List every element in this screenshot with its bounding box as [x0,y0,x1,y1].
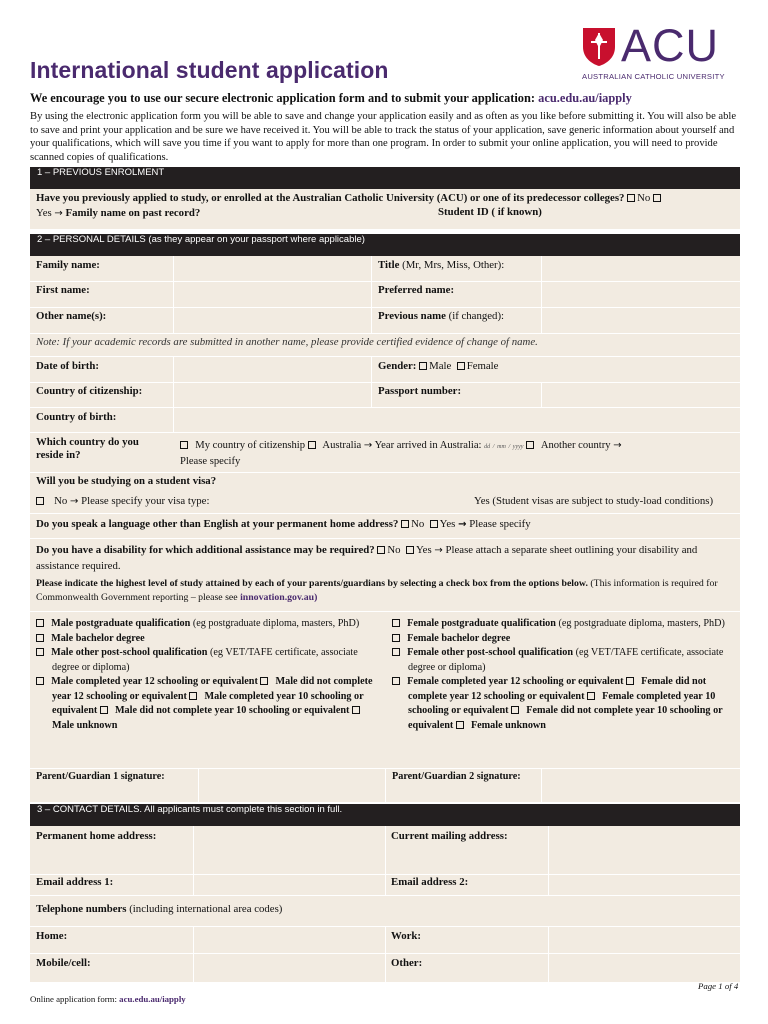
male-y12-label: Male completed year 12 schooling or equivalent [51,676,258,687]
family-name-past-label: Family name on past record? [65,206,201,219]
female-unknown-checkbox[interactable] [456,721,464,729]
female-y12-label: Female completed year 12 schooling or equivalent [407,676,624,687]
female-pg-checkbox[interactable] [392,619,400,627]
lang-yes-label: Yes [439,518,456,530]
female-other-label: Female other post-school qualification [407,647,574,658]
female-not12-label: Female did not complete year 12 schooling or equivalent [408,676,707,702]
section-2-heading: 2 – PERSONAL DETAILS (as they appear on your passport where applicable) [30,234,740,256]
prev-yes-label: Yes [36,206,52,219]
female-school-options [392,675,736,733]
visa-no-checkbox[interactable] [36,497,44,505]
divider [385,768,386,802]
email2-input[interactable] [548,875,740,895]
other-names-label: Other name(s): [36,310,107,322]
phone-label [36,903,282,915]
passport-label: Passport number: [378,385,462,397]
female-other-option [392,646,736,675]
section-1-body [30,189,740,229]
female-y10-label: Female completed year 10 schooling or equivalent [408,690,716,716]
male-pg-checkbox[interactable] [36,619,44,627]
dob-input[interactable] [173,357,371,382]
gender-label: Gender: [378,360,417,372]
reside-australia-checkbox[interactable] [308,441,316,449]
footer [30,994,186,1004]
female-pg-option [392,617,736,632]
gender-field [378,360,498,372]
perm-address-label: Permanent home address: [36,830,157,842]
guardian1-label: Parent/Guardian 1 signature: [36,771,165,782]
arrow-icon: → [458,519,467,530]
logo-subtext: AUSTRALIAN CATHOLIC UNIVERSITY [582,72,725,81]
other-phone-input[interactable] [548,954,740,982]
mobile-phone-label: Mobile/cell: [36,957,91,969]
email2-label: Email address 2: [391,876,469,888]
citizenship-input[interactable] [173,383,371,407]
perm-address-input[interactable] [193,826,385,874]
female-not12-checkbox[interactable] [626,677,634,685]
previous-enrolment-question [36,191,736,221]
male-not12-label: Male did not complete year 12 schooling or equivalent [52,676,373,702]
section-1-heading: 1 – PREVIOUS ENROLMENT [30,167,740,189]
lang-yes-checkbox[interactable] [430,520,438,528]
male-other-label: Male other post-school qualification [51,647,208,658]
male-pg-label: Male postgraduate qualification [51,618,191,629]
lead-text [30,91,632,106]
divider [30,432,740,433]
male-pg-hint: (eg postgraduate diploma, masters, PhD) [192,618,360,629]
divider [30,611,740,612]
year-arrived-label: Year arrived in Australia: [374,440,482,451]
disab-yes-label: Yes [415,544,432,556]
acu-logo [580,20,742,83]
work-phone-label: Work: [391,930,421,942]
reside-another-checkbox[interactable] [526,441,534,449]
female-bach-label: Female bachelor degree [407,632,511,644]
female-bach-option [392,632,736,647]
divider [30,333,740,334]
parents-instruction-bold: Please indicate the highest level of study attained by each of your parents/guardians by selecting a check box from the options below. [36,578,588,589]
reside-specify-label: Please specify [180,455,241,467]
male-y10-checkbox[interactable] [189,692,197,700]
female-options [392,617,736,733]
prev-yes-checkbox[interactable] [653,194,661,202]
phone-hint: (including international area codes) [129,903,283,915]
disab-no-checkbox[interactable] [377,546,385,554]
male-not12-checkbox[interactable] [260,677,268,685]
guardian2-signature-field[interactable] [541,769,740,802]
previous-enrolment-text: Have you previously applied to study, or enrolled at the Australian Catholic University (ACU) or one of its predecessor colleges? [36,192,625,204]
language-question-text: Do you speak a language other than English at your permanent home address? [36,518,399,530]
other-names-input[interactable] [173,308,371,333]
lang-no-checkbox[interactable] [401,520,409,528]
gender-female-label: Female [466,360,499,372]
home-phone-input[interactable] [193,927,385,953]
arrow-icon: → [613,440,622,451]
guardian2-label: Parent/Guardian 2 signature: [392,771,521,782]
divider [30,538,740,539]
divider [30,356,740,357]
prev-no-label: No [637,192,651,204]
date-separator: / [492,444,495,450]
female-other-hint: (eg VET/TAFE certificate, associate degree or diploma) [408,647,724,673]
divider [30,513,740,514]
innovation-link[interactable]: innovation.gov.au) [240,592,318,603]
prev-no-checkbox[interactable] [627,194,635,202]
disability-question-text: Do you have a disability for which additional assistance may be required? [36,544,375,556]
first-name-label: First name: [36,284,90,296]
divider [385,926,386,982]
date-separator: / [508,444,511,450]
male-y10-label: Male completed year 10 schooling or equivalent [52,690,364,716]
male-other-hint: (eg VET/TAFE certificate, associate degree or diploma) [52,647,358,673]
female-y10-checkbox[interactable] [587,692,595,700]
footer-link[interactable]: acu.edu.au/iapply [119,994,186,1004]
language-question [36,518,531,530]
dob-label: Date of birth: [36,360,99,372]
dd-hint: dd [484,444,491,450]
male-bach-label: Male bachelor degree [51,632,145,644]
male-y12-checkbox[interactable] [36,677,44,685]
previous-name-hint: (if changed): [448,310,505,322]
preferred-name-input[interactable] [541,282,740,307]
male-bach-option [36,632,376,647]
preferred-name-label: Preferred name: [378,284,455,296]
title-input[interactable] [541,256,740,281]
visa-no-label: No [54,495,68,507]
female-not10-label: Female did not complete year 10 schooling or equivalent [408,705,723,731]
guardian1-signature-field[interactable] [198,769,385,802]
email1-label: Email address 1: [36,876,114,888]
phone-label-text: Telephone numbers [36,903,127,915]
divider [30,895,740,896]
home-phone-label: Home: [36,930,68,942]
lang-no-label: No [411,518,425,530]
divider [385,826,386,895]
reside-australia-label: Australia [322,440,362,451]
passport-input[interactable] [541,383,740,407]
male-options [36,617,376,733]
previous-name-input[interactable] [541,308,740,333]
male-unknown-checkbox[interactable] [352,706,360,714]
shield-icon [582,27,616,67]
reside-citizenship-label: My country of citizenship [195,440,306,451]
female-y12-checkbox[interactable] [392,677,400,685]
male-bach-checkbox[interactable] [36,634,44,642]
divider [371,256,372,333]
male-school-options [36,675,376,733]
male-other-option [36,646,376,675]
iapply-link[interactable]: acu.edu.au/iapply [538,91,632,105]
email1-input[interactable] [193,875,385,895]
reside-another-label: Another country [540,440,611,451]
mm-hint: mm [497,444,506,450]
female-unknown-label: Female unknown [470,719,546,731]
family-name-input[interactable] [173,256,371,281]
disab-yes-checkbox[interactable] [406,546,414,554]
page-number: Page 1 of 4 [698,981,739,991]
first-name-input[interactable] [173,282,371,307]
male-not10-checkbox[interactable] [100,706,108,714]
arrow-icon: → [54,207,63,219]
female-pg-hint: (eg postgraduate diploma, masters, PhD) [558,618,725,629]
section-3-body [30,826,740,982]
section-3-heading: 3 – CONTACT DETAILS. All applicants must complete this section in full. [30,804,740,826]
parents-instruction-normal: (This information is required for Commonwealth Government reporting – please see [36,578,718,603]
disability-question [36,543,736,573]
previous-name-text: Previous name [378,310,446,322]
footer-label: Online application form: [30,994,117,1004]
parents-instruction [36,577,736,605]
male-not10-label: Male did not complete year 10 schooling or equivalent [114,705,350,716]
section-2-body [30,256,740,802]
name-change-note: Note: If your academic records are submitted in another name, please provide certified evidence of change of name. [36,336,538,348]
title-label [378,259,504,271]
divider [30,472,740,473]
student-id-label: Student ID ( if known) [438,206,542,218]
female-bach-checkbox[interactable] [392,634,400,642]
female-not10-checkbox[interactable] [511,706,519,714]
disab-attach-text: Please attach a separate sheet outlining your disability and assistance required. [36,544,698,572]
birth-country-input[interactable] [173,408,740,432]
reside-question: Which country do you reside in? [36,436,139,461]
intro-paragraph: By using the electronic application form you will be able to save and change your application easily and as often as you like before submitting it. You will also be able to save and print your application and be sure we have received it. You will be able to track the status of your application, save generic information about yourself and your qualifications, which will save you time if you want to apply for more than one program. In order to submit your online application, you will need to provide scanned copies of qualifications. [30,111,737,163]
page-title: International student application [30,57,389,83]
gender-female-checkbox[interactable] [457,362,465,370]
title-label-text: Title [378,259,400,271]
lang-specify-label: Please specify [469,518,531,530]
mobile-phone-input[interactable] [193,954,385,982]
other-phone-label: Other: [391,957,423,969]
birth-country-label: Country of birth: [36,411,117,423]
logo-wordmark: ACU [621,20,720,71]
disab-no-label: No [387,544,401,556]
visa-specify-label: Please specify your visa type: [81,495,210,507]
mail-address-input[interactable] [548,826,740,874]
citizenship-label: Country of citizenship: [36,385,143,397]
family-name-label: Family name: [36,259,100,271]
title-hint: (Mr, Mrs, Miss, Other): [402,259,505,271]
reside-citizenship-checkbox[interactable] [180,441,188,449]
arrow-icon: → [70,496,79,507]
female-pg-label: Female postgraduate qualification [407,618,556,629]
gender-male-label: Male [429,360,452,372]
lead-sentence: We encourage you to use our secure electronic application form and to submit your application: [30,91,536,105]
arrow-icon: → [434,545,443,556]
mail-address-label: Current mailing address: [391,830,508,842]
previous-name-label [378,310,504,322]
male-pg-option [36,617,376,632]
reside-options [180,439,740,469]
work-phone-input[interactable] [548,927,740,953]
visa-question: Will you be studying on a student visa? [36,475,217,487]
visa-yes-label: Yes (Student visas are subject to study-load conditions) [474,495,714,507]
male-unknown-label: Male unknown [52,719,118,731]
male-other-checkbox[interactable] [36,648,44,656]
arrow-icon: → [363,440,373,451]
visa-no-option [36,495,209,507]
female-other-checkbox[interactable] [392,648,400,656]
yyyy-hint: yyyy [512,444,524,450]
gender-male-checkbox[interactable] [419,362,427,370]
